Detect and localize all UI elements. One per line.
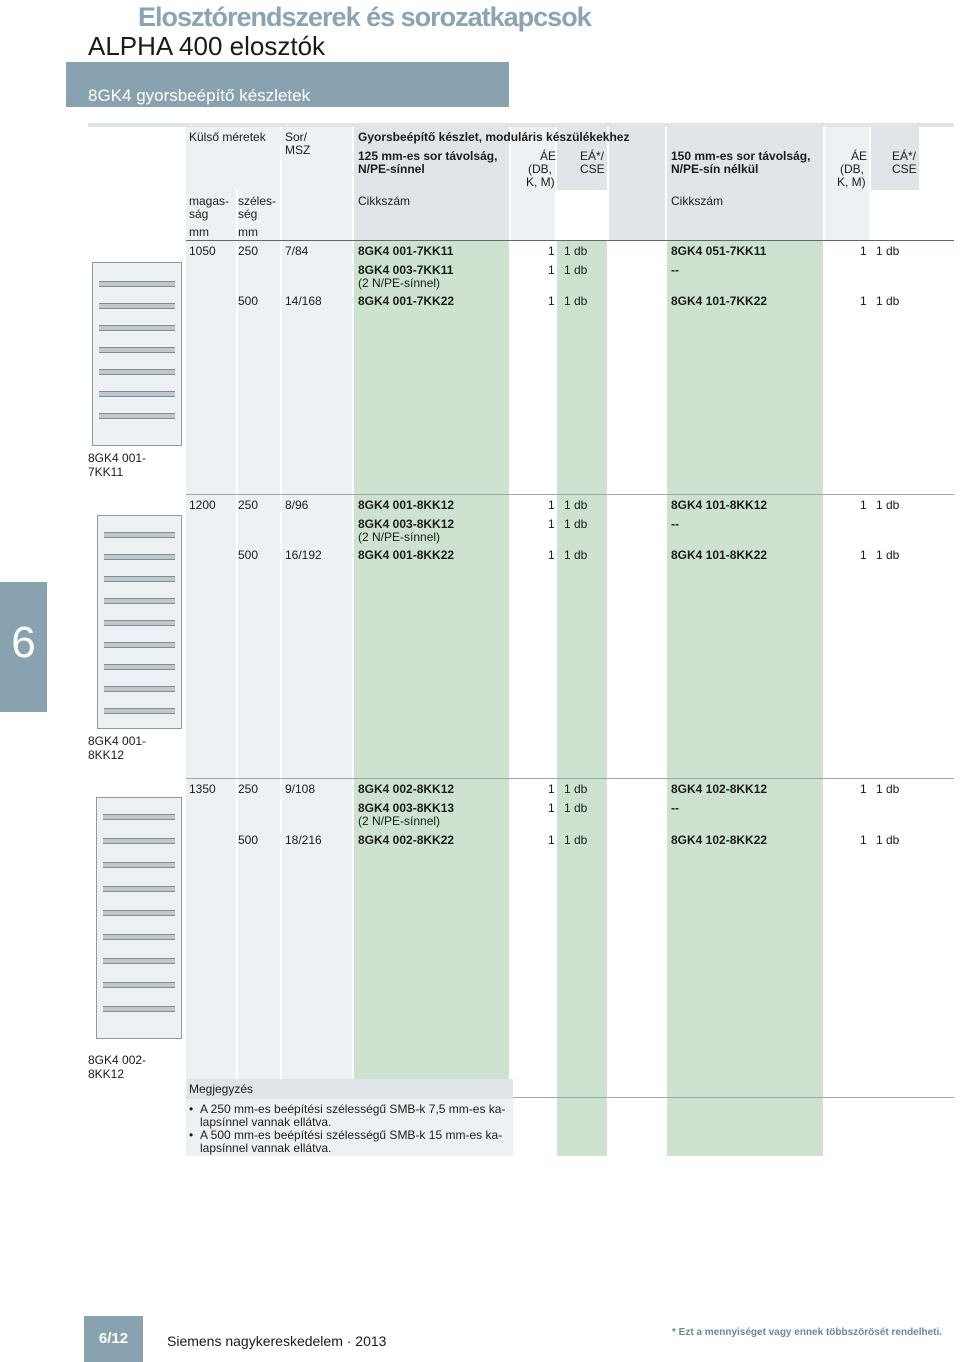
header-125-l2: N/PE-sínnel: [358, 162, 425, 176]
group-rule: [186, 494, 954, 495]
header-cikkszam: Cikkszám: [358, 194, 411, 208]
footnote: * Ezt a mennyiséget vagy ennek többszörösét rendelheti.: [672, 1327, 943, 1338]
cell-ea: 1 db: [876, 244, 900, 258]
header-125-l1: 125 mm-es sor távolság,: [358, 149, 498, 163]
note-item: lapsínnel vannak ellátva.: [200, 1115, 332, 1129]
cell-ae: 1: [548, 801, 555, 815]
cell-sor: 9/108: [285, 782, 316, 796]
cell-ea: 1 db: [564, 263, 588, 277]
product-caption: 8GK4 001-: [88, 451, 147, 465]
group-rule: [186, 778, 954, 779]
header-rule: [186, 240, 954, 241]
product-image: [96, 797, 182, 1039]
cell-ea: 1 db: [564, 833, 588, 847]
cell-ae: 1: [548, 294, 555, 308]
cell-ae: 1: [860, 294, 867, 308]
header-unit-mm: mm: [189, 225, 209, 239]
product-caption: 8KK12: [88, 748, 125, 762]
cell-width: 500: [238, 548, 259, 562]
cell-ae: 1: [860, 498, 867, 512]
header-ea: CSE: [892, 162, 917, 176]
product-image: [92, 262, 182, 446]
cell-order-code: --: [671, 801, 679, 815]
header-magas: ság: [189, 207, 209, 221]
header-150-l1: 150 mm-es sor távolság,: [671, 149, 811, 163]
cell-ae: 1: [548, 782, 555, 796]
cell-order-code: 8GK4 003-7KK11: [358, 263, 454, 277]
cell-order-code: 8GK4 101-8KK12: [671, 498, 768, 512]
header-ae: (DB,: [528, 162, 552, 176]
cell-ae: 1: [548, 498, 555, 512]
cell-ea: 1 db: [564, 294, 588, 308]
cell-order-code: 8GK4 102-8KK12: [671, 782, 768, 796]
cell-ae: 1: [860, 833, 867, 847]
product-caption: 8GK4 001-: [88, 734, 147, 748]
cell-height: 1050: [189, 244, 216, 258]
header-ea: EÁ*/: [580, 149, 605, 163]
cell-sor: 14/168: [285, 294, 322, 308]
cell-height: 1200: [189, 498, 216, 512]
note-heading: Megjegyzés: [189, 1082, 254, 1096]
cell-ae: 1: [548, 244, 555, 258]
product-caption: 8GK4 002-: [88, 1053, 147, 1067]
cell-ea: 1 db: [564, 517, 588, 531]
cell-order-code: 8GK4 001-7KK22: [358, 294, 455, 308]
cell-height: 1350: [189, 782, 216, 796]
cell-order-code: 8GK4 101-8KK22: [671, 548, 768, 562]
cell-order-code: 8GK4 101-7KK22: [671, 294, 768, 308]
cell-ae: 1: [860, 244, 867, 258]
cell-order-code: --: [671, 517, 679, 531]
product-caption: 7KK11: [88, 465, 124, 479]
cell-order-code: 8GK4 002-8KK22: [358, 833, 455, 847]
header-cikkszam: Cikkszám: [671, 194, 724, 208]
cell-ae: 1: [860, 548, 867, 562]
note-bullet-icon: •: [189, 1128, 194, 1142]
cell-sor: 16/192: [285, 548, 322, 562]
cell-width: 500: [238, 294, 259, 308]
cell-ae: 1: [548, 548, 555, 562]
section-title: 8GK4 gyorsbeépítő készletek: [88, 86, 311, 105]
cell-order-code: 8GK4 001-8KK12: [358, 498, 455, 512]
header-szeles: széles-: [238, 194, 277, 208]
cell-ea: 1 db: [876, 548, 900, 562]
cell-width: 250: [238, 782, 259, 796]
document-title: Elosztórendszerek és sorozatkapcsok: [138, 2, 591, 32]
cell-ea: 1 db: [876, 498, 900, 512]
product-caption: 8KK12: [88, 1067, 125, 1081]
cell-order-code: 8GK4 003-8KK12: [358, 517, 455, 531]
cell-sor: 8/96: [285, 498, 309, 512]
chapter-number: 6: [11, 618, 36, 667]
header-ae: ÁE: [540, 149, 557, 163]
cell-sor: 7/84: [285, 244, 309, 258]
cell-ea: 1 db: [564, 801, 588, 815]
header-kit-title: Gyorsbeépítő készlet, moduláris készülékekhez: [358, 130, 630, 144]
document-subtitle: ALPHA 400 elosztók: [88, 31, 326, 61]
note-item: A 250 mm-es beépítési szélességű SMB-k 7,5 mm-es ka-: [200, 1102, 506, 1116]
cell-sor: 18/216: [285, 833, 322, 847]
note-item: lapsínnel vannak ellátva.: [200, 1141, 332, 1155]
cell-order-code: --: [671, 263, 679, 277]
cell-order-code: 8GK4 003-8KK13: [358, 801, 455, 815]
header-ae: K, M): [837, 175, 866, 189]
cell-ea: 1 db: [564, 548, 588, 562]
cell-order-code: 8GK4 001-7KK11: [358, 244, 454, 258]
cell-ae: 1: [548, 517, 555, 531]
cell-ea: 1 db: [876, 833, 900, 847]
cell-order-note: (2 N/PE-sínnel): [358, 276, 441, 290]
header-msz: MSZ: [285, 143, 311, 157]
cell-ae: 1: [860, 782, 867, 796]
cell-order-note: (2 N/PE-sínnel): [358, 814, 441, 828]
cell-order-note: (2 N/PE-sínnel): [358, 530, 441, 544]
cell-ea: 1 db: [564, 244, 588, 258]
header-150-l2: N/PE-sín nélkül: [671, 162, 759, 176]
note-bullet-icon: •: [189, 1102, 194, 1116]
cell-ae: 1: [548, 263, 555, 277]
cell-ea: 1 db: [876, 782, 900, 796]
cell-ae: 1: [548, 833, 555, 847]
cell-ea: 1 db: [876, 294, 900, 308]
header-ea: CSE: [580, 162, 605, 176]
cell-width: 250: [238, 244, 259, 258]
header-ae: K, M): [526, 175, 555, 189]
cell-order-code: 8GK4 102-8KK22: [671, 833, 768, 847]
cell-width: 500: [238, 833, 259, 847]
cell-width: 250: [238, 498, 259, 512]
product-image: [97, 515, 182, 729]
cell-order-code: 8GK4 001-8KK22: [358, 548, 455, 562]
publisher: Siemens nagykereskedelem · 2013: [167, 1333, 387, 1349]
header-ea: EÁ*/: [892, 149, 917, 163]
page-number: 6/12: [98, 1330, 129, 1347]
cell-ea: 1 db: [564, 782, 588, 796]
cell-ea: 1 db: [564, 498, 588, 512]
header-ae: (DB,: [840, 162, 864, 176]
header-sor: Sor/: [285, 130, 308, 144]
header-kulso: Külső méretek: [189, 130, 266, 144]
cell-order-code: 8GK4 051-7KK11: [671, 244, 767, 258]
header-szeles: ség: [238, 207, 258, 221]
header-magas: magas-: [189, 194, 230, 208]
header-unit-mm: mm: [238, 225, 258, 239]
cell-order-code: 8GK4 002-8KK12: [358, 782, 455, 796]
note-item: A 500 mm-es beépítési szélességű SMB-k 15 mm-es ka-: [200, 1128, 503, 1142]
header-ae: ÁE: [851, 149, 868, 163]
